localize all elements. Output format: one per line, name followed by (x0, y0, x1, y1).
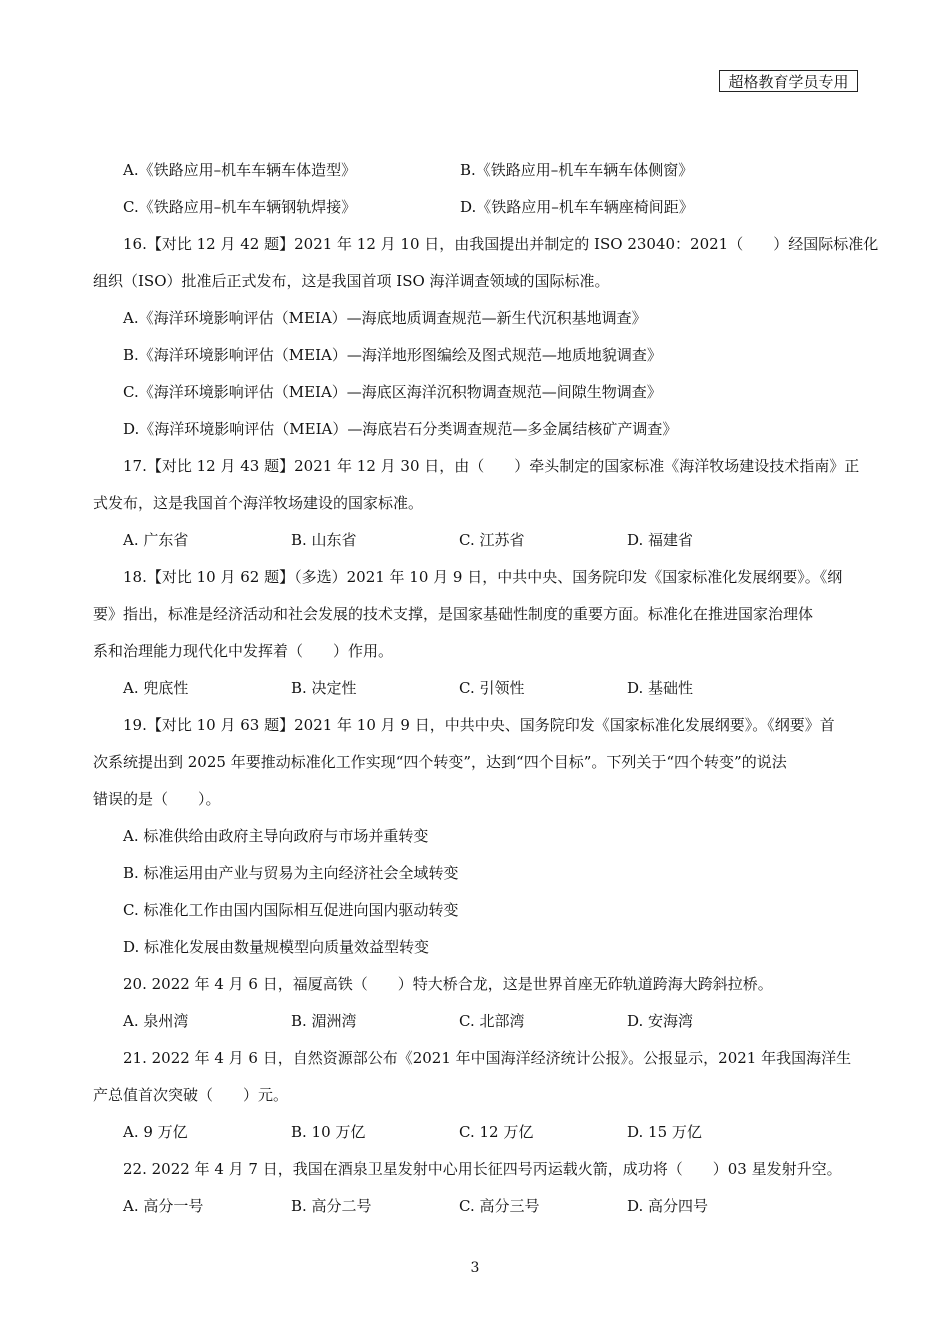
q17-option-d: D. 福建省 (627, 531, 694, 549)
q21-stem-line-2: 产总值首次突破（ ）元。 (93, 1086, 289, 1104)
q18-option-d: D. 基础性 (627, 679, 694, 697)
q16-option-d: D.《海洋环境影响评估（MEIA）—海底岩石分类调查规范—多金属结核矿产调查》 (123, 420, 678, 438)
q16-option-a: A.《海洋环境影响评估（MEIA）—海底地质调查规范—新生代沉积基地调查》 (123, 309, 647, 327)
q21-option-d: D. 15 万亿 (627, 1123, 702, 1141)
q16-option-c: C.《海洋环境影响评估（MEIA）—海底区海洋沉积物调查规范—间隙生物调查》 (123, 383, 662, 401)
q15-option-b: B.《铁路应用–机车车辆车体侧窗》 (460, 161, 694, 179)
q22-option-a: A. 高分一号 (123, 1197, 204, 1215)
q18-option-c: C. 引领性 (459, 679, 525, 697)
q16-stem-line-1: 16.【对比 12 月 42 题】2021 年 12 月 10 日，由我国提出并制定的 ISO 23040：2021（ ）经国际标准化 (123, 235, 879, 253)
q20-option-b: B. 湄洲湾 (291, 1012, 357, 1030)
q17-option-c: C. 江苏省 (459, 531, 525, 549)
q22-options (93, 1188, 860, 1225)
q20-option-c: C. 北部湾 (459, 1012, 525, 1030)
q15-options-row-1 (93, 152, 860, 189)
q18-stem-line-3: 系和治理能力现代化中发挥着（ ）作用。 (93, 642, 394, 660)
q19-option-a: A. 标准供给由政府主导向政府与市场并重转变 (123, 827, 429, 845)
page-number: 3 (470, 1260, 480, 1276)
q21-option-c: C. 12 万亿 (459, 1123, 534, 1141)
q19-stem-line-3: 错误的是（ ）。 (93, 790, 221, 808)
q21-option-a: A. 9 万亿 (123, 1123, 188, 1141)
q17-stem-line-2: 式发布，这是我国首个海洋牧场建设的国家标准。 (93, 494, 424, 512)
q15-options-row-2 (93, 189, 860, 226)
header-stamp: 超格教育学员专用 (719, 70, 858, 92)
q18-stem-line-1: 18.【对比 10 月 62 题】（多选）2021 年 10 月 9 日，中共中央、国务院印发《国家标准化发展纲要》。《纲 (123, 568, 843, 586)
q21-options (93, 1114, 860, 1151)
q19-option-b: B. 标准运用由产业与贸易为主向经济社会全域转变 (123, 864, 459, 882)
q20-stem-line-1: 20. 2022 年 4 月 6 日，福厦高铁（ ）特大桥合龙，这是世界首座无砟轨道跨海大跨斜拉桥。 (123, 975, 773, 993)
q22-option-d: D. 高分四号 (627, 1197, 709, 1215)
q20-option-a: A. 泉州湾 (123, 1012, 189, 1030)
q17-stem-line-1: 17.【对比 12 月 43 题】2021 年 12 月 30 日，由（ ）牵头制定的国家标准《海洋牧场建设技术指南》正 (123, 457, 860, 475)
q15-option-c: C.《铁路应用–机车车辆钢轨焊接》 (123, 198, 357, 216)
q19-stem-line-1: 19.【对比 10 月 63 题】2021 年 10 月 9 日，中共中央、国务院印发《国家标准化发展纲要》。《纲要》首 (123, 716, 835, 734)
q22-option-c: C. 高分三号 (459, 1197, 540, 1215)
question-body (93, 152, 879, 1225)
q18-stem-line-2: 要》指出，标准是经济活动和社会发展的技术支撑，是国家基础性制度的重要方面。标准化在推进国家治理体 (93, 605, 814, 623)
q17-options (93, 522, 860, 559)
q18-option-b: B. 决定性 (291, 679, 357, 697)
q22-option-b: B. 高分二号 (291, 1197, 372, 1215)
q20-options (93, 1003, 860, 1040)
q21-option-b: B. 10 万亿 (291, 1123, 366, 1141)
q18-option-a: A. 兜底性 (123, 679, 189, 697)
q20-option-d: D. 安海湾 (627, 1012, 694, 1030)
q15-option-a: A.《铁路应用–机车车辆车体造型》 (123, 161, 357, 179)
q17-option-b: B. 山东省 (291, 531, 357, 549)
q19-option-d: D. 标准化发展由数量规模型向质量效益型转变 (123, 938, 430, 956)
q22-stem-line-1: 22. 2022 年 4 月 7 日，我国在酒泉卫星发射中心用长征四号丙运载火箭，成功将（ ）03 星发射升空。 (123, 1160, 842, 1178)
q19-stem-line-2: 次系统提出到 2025 年要推动标准化工作实现“四个转变”，达到“四个目标”。下列关于“四个转变”的说法 (93, 753, 787, 771)
q17-option-a: A. 广东省 (123, 531, 189, 549)
q19-option-c: C. 标准化工作由国内国际相互促进向国内驱动转变 (123, 901, 459, 919)
q21-stem-line-1: 21. 2022 年 4 月 6 日，自然资源部公布《2021 年中国海洋经济统计公报》。公报显示，2021 年我国海洋生 (123, 1049, 852, 1067)
q16-stem-line-2: 组织（ISO）批准后正式发布，这是我国首项 ISO 海洋调查领域的国际标准。 (93, 272, 610, 290)
q18-options (93, 670, 860, 707)
q16-option-b: B.《海洋环境影响评估（MEIA）—海洋地形图编绘及图式规范—地质地貌调查》 (123, 346, 662, 364)
q15-option-d: D.《铁路应用–机车车辆座椅间距》 (460, 198, 694, 216)
